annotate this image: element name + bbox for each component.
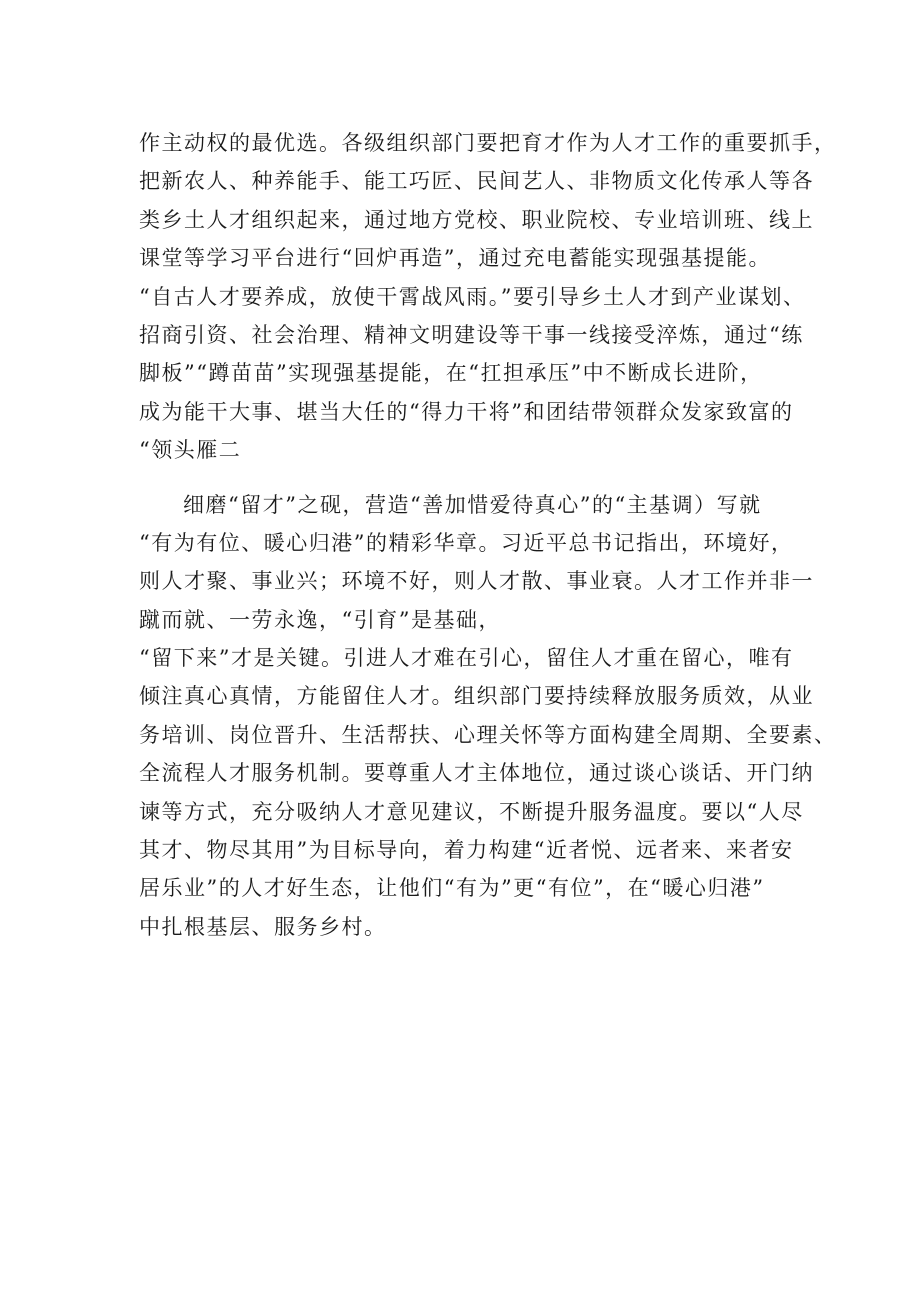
text-line: 则人才聚、事业兴；环境不好，则人才散、事业衰。人才工作并非一 (139, 569, 814, 594)
text-line: 课堂等学习平台进行“回炉再造”，通过充电蓄能实现强基提能。 (139, 246, 771, 271)
text-line: 类乡土人才组织起来，通过地方党校、职业院校、专业培训班、线上 (139, 207, 814, 232)
text-line: 谏等方式，充分吸纳人才意见建议，不断提升服务温度。要以“人尽 (139, 799, 804, 824)
text-line: 脚板”“蹲苗苗”实现强基提能，在“扛担承压”中不断成长进阶， (139, 361, 763, 386)
text-line: 蹴而就、一劳永逸，“引育”是基础， (139, 607, 501, 632)
document-body (139, 124, 837, 946)
text-line: 作主动权的最优选。各级组织部门要把育才作为人才工作的重要抓手， (139, 131, 837, 155)
text-line: 全流程人才服务机制。要尊重人才主体地位，通过谈心谈话、开门纳 (139, 761, 814, 786)
text-line: “有为有位、暖心归港”的精彩华章。习近平总书记指出，环境好， (139, 530, 794, 555)
text-line: “领头雁二 (139, 438, 242, 463)
text-line: “留下来”才是关键。引进人才难在引心，留住人才重在留心，唯有 (139, 646, 794, 671)
text-line: 倾注真心真情，方能留住人才。组织部门要持续释放服务质效，从业 (139, 684, 814, 709)
text-line: 把新农人、种养能手、能工巧匠、民间艺人、非物质文化传承人等各 (139, 169, 814, 194)
text-line: 中扎根基层、服务乡村。 (139, 914, 387, 939)
paragraph-start-line: 细磨“留才”之砚，营造“善加惜爱待真心”的“主基调）写就 (183, 492, 762, 517)
text-line: 居乐业”的人才好生态，让他们“有为”更“有位”，在“暖心归港” (139, 876, 765, 901)
text-line: “自古人才要养成，放使干霄战风雨。”要引导乡土人才到产业谋划、 (139, 284, 806, 309)
text-line: 务培训、岗位晋升、生活帮扶、心理关怀等方面构建全周期、全要素、 (139, 722, 837, 747)
text-line: 招商引资、社会治理、精神文明建设等干事一线接受淬炼，通过“练 (139, 322, 804, 347)
text-line: 成为能干大事、堪当大任的“得力干将”和团结带领群众发家致富的 (139, 399, 794, 424)
text-line: 其才、物尽其用”为目标导向，着力构建“近者悦、远者来、来者安 (139, 838, 794, 863)
